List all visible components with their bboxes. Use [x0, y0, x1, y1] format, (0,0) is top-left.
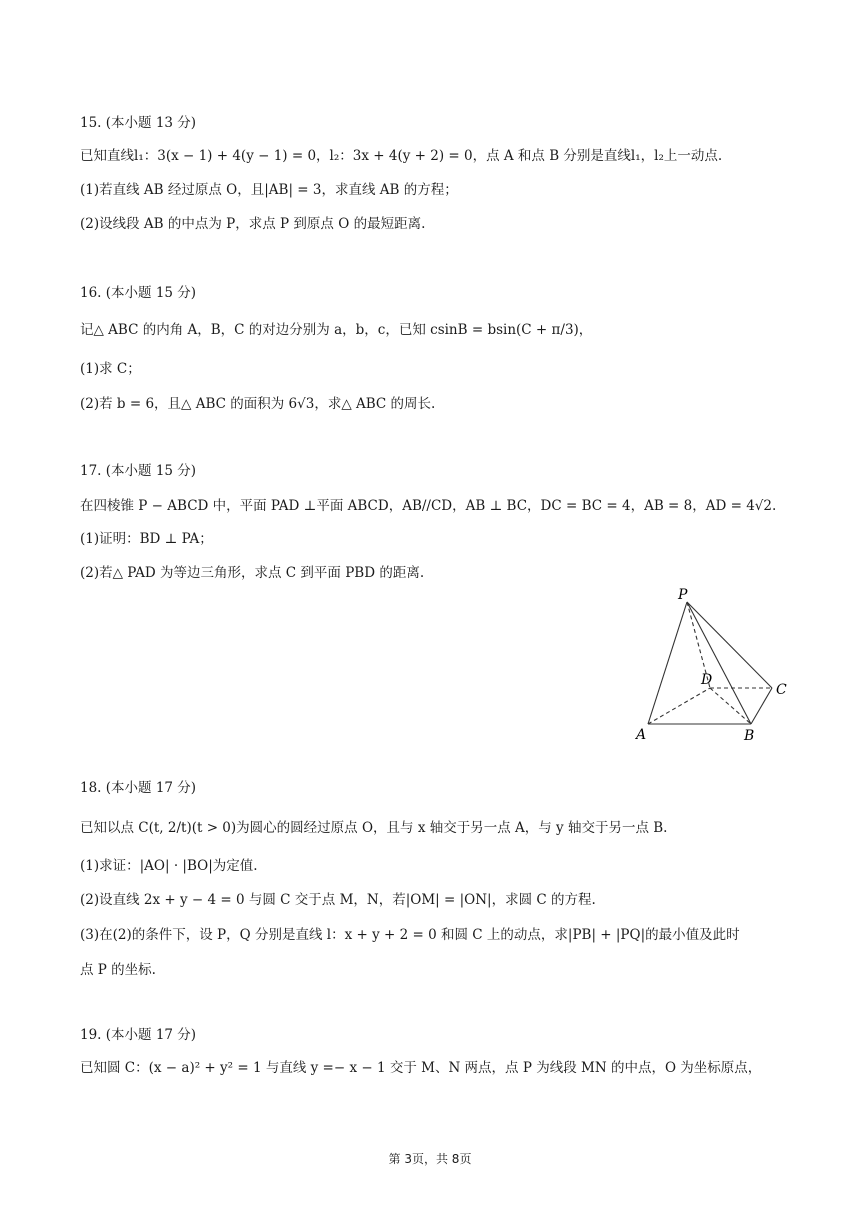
label-C: C	[776, 682, 787, 698]
edge-BC	[751, 688, 772, 724]
q18-part1: (1)求证：|AO| · |BO|为定值.	[80, 858, 258, 874]
q16-heading: 16. (本小题 15 分)	[80, 285, 197, 301]
q18-part3: (3)在(2)的条件下，设 P，Q 分别是直线 l：x + y + 2 = 0 和圆 C 上的动点，求|PB| + |PQ|的最小值及此时	[80, 927, 740, 943]
q19-heading: 19. (本小题 17 分)	[80, 1027, 197, 1043]
q18-part2: (2)设直线 2x + y − 4 = 0 与圆 C 交于点 M，N，若|OM| = |ON|，求圆 C 的方程.	[80, 892, 596, 908]
edge-PA	[648, 602, 687, 724]
label-P: P	[678, 587, 688, 603]
label-A: A	[636, 727, 647, 743]
q17-stem: 在四棱锥 P − ABCD 中，平面 PAD ⊥平面 ABCD，AB//CD，AB ⊥ BC，DC = BC = 4，AB = 8，AD = 4√2.	[80, 498, 777, 514]
q16-part1: (1)求 C；	[80, 361, 141, 377]
q17-heading: 17. (本小题 15 分)	[80, 463, 197, 479]
q15-part1: (1)若直线 AB 经过原点 O，且|AB| = 3，求直线 AB 的方程；	[80, 182, 458, 198]
q16-stem: 记△ ABC 的内角 A，B，C 的对边分别为 a，b，c，已知 csinB = bsin(C + π/3)，	[80, 322, 593, 338]
q18-stem: 已知以点 C(t, 2/t)(t > 0)为圆心的圆经过原点 O，且与 x 轴交于另一点 A，与 y 轴交于另一点 B.	[80, 820, 668, 836]
pyramid-figure	[628, 586, 798, 746]
q15-heading: 15. (本小题 13 分)	[80, 115, 197, 131]
q19-stem: 已知圆 C：(x − a)² + y² = 1 与直线 y =− x − 1 交于 M、N 两点，点 P 为线段 MN 的中点，O 为坐标原点，	[80, 1060, 762, 1076]
q15-stem: 已知直线l₁：3(x − 1) + 4(y − 1) = 0，l₂：3x + 4(y + 2) = 0，点 A 和点 B 分别是直线l₁，l₂上一动点.	[80, 148, 723, 164]
edge-DB	[710, 688, 751, 724]
q16-part2: (2)若 b = 6，且△ ABC 的面积为 6√3，求△ ABC 的周长.	[80, 396, 436, 412]
edge-PC	[687, 602, 772, 688]
label-B: B	[744, 728, 755, 744]
q17-part1: (1)证明：BD ⊥ PA；	[80, 531, 213, 547]
q18-part3-cont: 点 P 的坐标.	[80, 962, 156, 978]
q15-part2: (2)设线段 AB 的中点为 P，求点 P 到原点 O 的最短距离.	[80, 216, 426, 232]
q17-part2: (2)若△ PAD 为等边三角形，求点 C 到平面 PBD 的距离.	[80, 565, 425, 581]
label-D: D	[701, 672, 713, 688]
q18-heading: 18. (本小题 17 分)	[80, 780, 197, 796]
page-footer: 第 3页，共 8页	[388, 1152, 472, 1166]
edge-PB	[687, 602, 751, 724]
